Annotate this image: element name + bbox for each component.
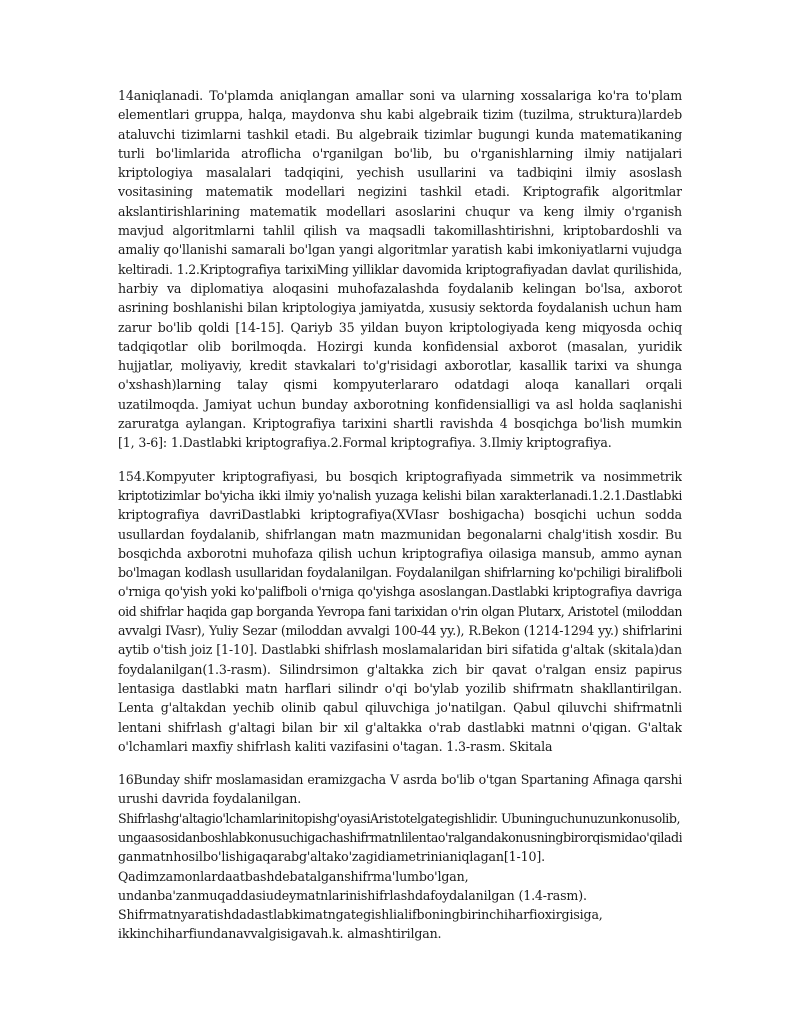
text-line: zaruratga aylangan. Kriptografiya tarixini shartli ravishda 4 bosqichga bo'lish mumkin [118, 416, 682, 432]
text-line: vositasining matematik modellari negizini tashkil etadi. Kriptografik algoritmlar [118, 184, 682, 200]
text-line: aytib o'tish joiz [1-10]. Dastlabki shifrlash moslamalaridan biri sifatida g'altak (skitala)dan [118, 642, 682, 658]
text-line: harbiy va diplomatiya aloqasini muhofazalashda foydalanib kelingan bo'lsa, axborot [118, 280, 682, 296]
text-line: kriptologiya masalalari tadqiqini, yechish usullarini va tadbiqini ilmiy asoslash [118, 165, 682, 181]
text-line: foydalanilgan(1.3-rasm). Silindrsimon g'altakka zich bir qavat o'ralgan ensiz papirus [118, 661, 682, 677]
text-line: asrining boshlanishi bilan kriptologiya jamiyatda, xususiy sektorda foydalanish uchun ham [118, 300, 682, 316]
document-page [118, 86, 682, 958]
text-line: uzatilmoqda. Jamiyat uchun bunday axborotning konfidensialligi va asl holda saqlanishi [118, 396, 682, 412]
text-line: avvalgi IVasr), Yuliy Sezar (miloddan avvalgi 100-44 yy.), R.Bekon (1214-1294 yy.) shifrlarini [118, 623, 682, 639]
text-line: undanba'zanmuqaddasiudeymatnlarinishifrlashdafoydalanilgan (1.4-rasm). [118, 887, 587, 903]
text-line: amaliy qo'llanishi samarali bo'lgan yangi algoritmlar yaratish kabi imkoniyatlarni vujudga [118, 242, 682, 258]
text-line: o'lchamlari maxfiy shifrlash kaliti vazifasini o'tagan. 1.3-rasm. Skitala [118, 738, 553, 754]
text-line: zarur bo'lib qoldi [14-15]. Qariyb 35 yildan buyon kriptologiyada keng miqyosda ochiq [118, 319, 682, 335]
text-line: elementlari gruppa, halqa, maydonva shu kabi algebraik tizim (tuzilma, struktura)lardeb [118, 107, 682, 123]
text-line: urushi davrida foydalanilgan. [118, 791, 302, 807]
text-line: turli bo'limlarida atroflicha o'rganilgan bo'lib, bu o'rganishlarning ilmiy natijalari [118, 145, 682, 161]
text-line: o'rniga qo'yish yoki ko'palifboli o'rniga qo'yishga asoslangan.Dastlabki kriptografiya davriga [118, 584, 682, 600]
paragraph-algebraic-systems [118, 86, 682, 453]
text-line: 14aniqlanadi. To'plamda aniqlangan amallar soni va ularning xossalariga ko'ra to'plam [118, 88, 682, 103]
text-line: Shifrlashg'altagio'lchamlarinitopishg'oyasiAristotelgategishlidir. Ubuninguchunuzunkonusolib, [118, 810, 680, 826]
text-line: lentasiga dastlabki matn harflari silindr o'qi bo'ylab yozilib shifrmatn shakllantirilgan. [118, 680, 682, 696]
text-line: hujjatlar, moliyaviy, kredit stavkalari to'g'risidagi axborotlar, kasallik tarixi va shunga [118, 358, 682, 374]
text-line: kriptografiya davriDastlabki kriptografiya(XVIasr boshigacha) bosqichi uchun sodda [118, 507, 682, 523]
text-line: usullardan foydalanib, shifrlangan matn mazmunidan begonalarni chalg'itish xosdir. Bu [118, 526, 682, 542]
text-line: ganmatnhosilbo'lishigaqarabg'altako'zagidiametrinianiqlagan[1-10]. [118, 849, 545, 865]
text-line: mavjud algoritmlarni tahlil qilish va maqsadli takomillashtirishni, kriptobardoshli va [118, 223, 682, 239]
text-line: Qadimzamonlardaatbashdebatalganshifrma'lumbo'lgan, [118, 868, 469, 884]
paragraph-sparta-atbash [118, 770, 682, 944]
text-line: ungaasosidanboshlabkonusuchigachashifrmatnlilentao'ralgandakonusningbirorqismidao'qiladi [118, 829, 682, 845]
text-line: bosqichda axborotni muhofaza qilish uchun kriptografiya oilasiga mansub, ammo aynan [118, 545, 682, 561]
text-line: o'xshash)larning talay qismi kompyuterlararo odatdagi aloqa kanallari orqali [118, 377, 682, 393]
text-line: [1, 3-6]: 1.Dastlabki kriptografiya.2.Formal kriptografiya. 3.Ilmiy kriptografiya. [118, 435, 612, 451]
text-line: ataluvchi tizimlarni tashkil etadi. Bu algebraik tizimlar bugungi kunda matematikaning [118, 126, 682, 142]
text-line: lentani shifrlash g'altagi bilan bir xil g'altakka o'rab dastlabki matnni o'qigan. G'altak [118, 719, 682, 735]
text-line: bo'lmagan kodlash usullaridan foydalanilgan. Foydalanilgan shifrlarning ko'pchiligi biralifboli [118, 565, 682, 581]
text-line: tadqiqotlar olib borilmoqda. Hozirgi kunda konfidensial axborot (masalan, yuridik [118, 338, 682, 354]
text-line: ikkinchiharfiundanavvalgisigavah.k. almashtirilgan. [118, 926, 442, 942]
text-line: akslantirishlarining matematik modellari asoslarini chuqur va keng ilmiy o'rganish [118, 203, 682, 219]
text-line: oid shifrlar haqida gap borganda Yevropa fani tarixidan o'rin olgan Plutarx, Aristotel (miloddan [118, 603, 682, 619]
text-line: 16Bunday shifr moslamasidan eramizgacha V asrda bo'lib o'tgan Spartaning Afinaga qarshi [118, 772, 682, 788]
text-line: Lenta g'altakdan yechib olinib qabul qiluvchiga jo'natilgan. Qabul qiluvchi shifrmatnli [118, 700, 682, 716]
text-line: Shifrmatnyaratishdadastlabkimatngategishlialifboningbirinchiharfioxirgisiga, [118, 907, 603, 923]
paragraph-early-cryptography [118, 467, 682, 756]
text-line: keltiradi. 1.2.Kriptografiya tarixiMing yilliklar davomida kriptografiyadan davlat qurilishida, [118, 261, 682, 277]
text-line: kriptotizimlar bo'yicha ikki ilmiy yo'nalish yuzaga kelishi bilan xarakterlanadi.1.2.1.Dastlabki [118, 487, 682, 503]
text-line: 154.Kompyuter kriptografiyasi, bu bosqich kriptografiyada simmetrik va nosimmetrik [118, 468, 682, 484]
